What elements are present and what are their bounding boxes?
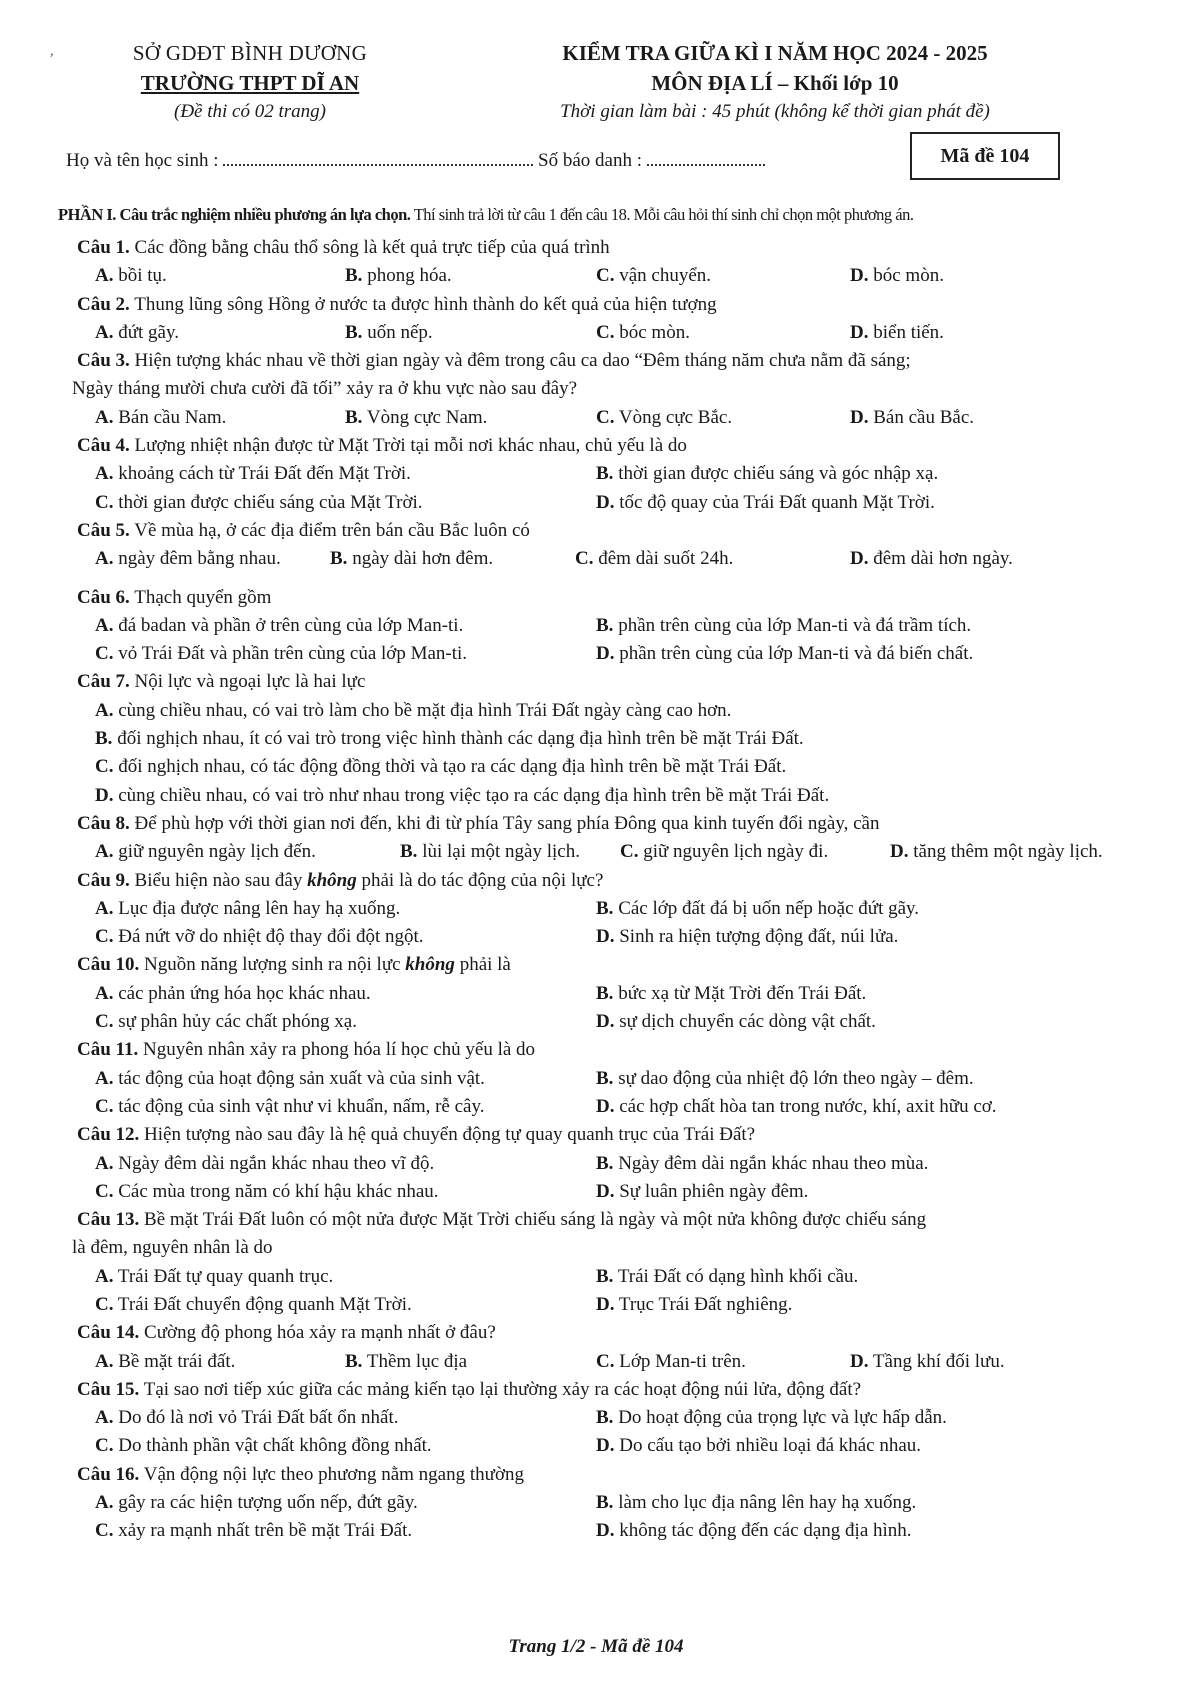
answer-option[interactable] (95, 1291, 412, 1319)
answer-option[interactable] (596, 1150, 928, 1178)
option-letter: B. (596, 463, 614, 485)
answer-option[interactable] (596, 612, 971, 640)
option-text: ngày đêm bằng nhau. (118, 548, 281, 570)
option-text: bức xạ từ Mặt Trời đến Trái Đất. (618, 982, 867, 1004)
option-letter: A. (95, 321, 114, 343)
options-row (0, 1263, 1192, 1291)
answer-option[interactable] (596, 980, 866, 1008)
question-stem-continued: Ngày tháng mười chưa cười đã tối” xảy ra ở khu vực nào sau đây? (72, 378, 578, 400)
option-letter: A. (95, 841, 114, 863)
option-letter: B. (345, 1350, 363, 1372)
option-text: Ngày đêm dài ngắn khác nhau theo vĩ độ. (118, 1152, 435, 1174)
option-letter: A. (95, 265, 114, 287)
option-text: đối nghịch nhau, ít có vai trò trong việc hình thành các dạng địa hình trên bề mặt Trái Đất. (117, 728, 804, 750)
question-stem (0, 432, 1192, 460)
option-text: Trục Trái Đất nghiêng. (618, 1293, 793, 1315)
option-letter: B. (345, 321, 363, 343)
answer-option[interactable] (95, 460, 411, 488)
subject-title: MÔN ĐỊA LÍ – Khối lớp 10 (651, 71, 899, 95)
answer-option[interactable] (95, 1150, 434, 1178)
answer-option[interactable] (95, 1065, 485, 1093)
question-stem (0, 951, 1192, 979)
question-number: Câu 8. (77, 812, 130, 834)
question-text: Nguyên nhân xảy ra phong hóa lí học chủ yếu là do (143, 1039, 536, 1061)
exam-header (0, 38, 1192, 128)
option-text: giữ nguyên lịch ngày đi. (643, 841, 829, 863)
option-letter: A. (95, 614, 114, 636)
answer-option[interactable] (345, 319, 433, 347)
answer-option[interactable] (596, 1008, 876, 1036)
answer-option[interactable] (400, 838, 580, 866)
option-text: khoảng cách từ Trái Đất đến Mặt Trời. (118, 463, 411, 485)
question-text: Biểu hiện nào sau đây (134, 869, 303, 891)
option-text: làm cho lục địa nâng lên hay hạ xuống. (618, 1492, 917, 1514)
part-one-heading (58, 205, 1138, 225)
answer-option[interactable] (95, 1432, 432, 1460)
option-text: các phản ứng hóa học khác nhau. (118, 982, 371, 1004)
options-row (0, 782, 1192, 810)
option-text: Do thành phần vật chất không đồng nhất. (118, 1435, 432, 1457)
option-letter: A. (95, 1265, 114, 1287)
option-text: Ngày đêm dài ngắn khác nhau theo mùa. (618, 1152, 929, 1174)
option-letter: B. (345, 265, 363, 287)
options-row (0, 895, 1192, 923)
answer-option[interactable] (596, 404, 732, 432)
question-text: Lượng nhiệt nhận được từ Mặt Trời tại mỗi nơi khác nhau, chủ yếu là do (134, 435, 687, 457)
answer-option[interactable] (596, 460, 938, 488)
options-row (0, 1093, 1192, 1121)
question-number: Câu 2. (77, 293, 130, 315)
student-id-blank[interactable] (647, 150, 765, 166)
question-number: Câu 14. (77, 1322, 140, 1344)
option-text: gây ra các hiện tượng uốn nếp, đứt gãy. (118, 1492, 418, 1514)
question-stem (0, 1036, 1192, 1064)
option-text: tác động của sinh vật như vi khuẩn, nấm, rễ cây. (118, 1095, 485, 1117)
option-letter: D. (850, 321, 869, 343)
options-row (0, 697, 1192, 725)
option-text: không tác động đến các dạng địa hình. (619, 1520, 912, 1542)
option-text: Do đó là nơi vỏ Trái Đất bất ổn nhất. (118, 1407, 399, 1429)
option-text: thời gian được chiếu sáng của Mặt Trời. (118, 491, 423, 513)
option-letter: C. (95, 1520, 114, 1542)
option-text: tăng thêm một ngày lịch. (913, 841, 1103, 863)
question-stem (0, 1319, 1192, 1347)
answer-option[interactable] (95, 1489, 418, 1517)
options-row (0, 838, 1192, 866)
question-list (0, 234, 1192, 1546)
option-letter: A. (95, 1067, 114, 1089)
question-number: Câu 1. (77, 237, 130, 258)
school-block (100, 38, 400, 126)
question-text: Thung lũng sông Hồng ở nước ta được hình thành do kết quả của hiện tượng (134, 293, 717, 315)
answer-option[interactable] (596, 1432, 921, 1460)
answer-option[interactable] (95, 404, 226, 432)
question-number: Câu 9. (77, 869, 130, 891)
option-letter: D. (596, 1293, 615, 1315)
option-text: Sự luân phiên ngày đêm. (619, 1180, 809, 1202)
answer-option[interactable] (95, 697, 731, 725)
question-text: Cường độ phong hóa xảy ra mạnh nhất ở đâu? (144, 1322, 496, 1344)
answer-option[interactable] (95, 725, 804, 753)
options-row (0, 319, 1192, 347)
question-stem (0, 234, 1192, 262)
option-letter: D. (850, 548, 869, 570)
option-letter: C. (95, 756, 114, 778)
question-stem (0, 1376, 1192, 1404)
answer-option[interactable] (95, 612, 463, 640)
option-text: phong hóa. (367, 265, 452, 287)
options-row (0, 404, 1192, 432)
option-letter: B. (330, 548, 348, 570)
options-row (0, 1404, 1192, 1432)
option-text: các hợp chất hòa tan trong nước, khí, axit hữu cơ. (619, 1095, 997, 1117)
option-text: vỏ Trái Đất và phần trên cùng của lớp Man-ti. (118, 643, 468, 665)
options-row (0, 1008, 1192, 1036)
question-text: Để phù hợp với thời gian nơi đến, khi đi từ phía Tây sang phía Đông qua kinh tuyến đổi ngày, cần (134, 812, 880, 834)
answer-option[interactable] (95, 753, 786, 781)
student-name-blank[interactable] (223, 150, 533, 166)
answer-option[interactable] (95, 640, 467, 668)
question-stem (0, 810, 1192, 838)
options-row (0, 545, 1192, 573)
option-letter: A. (95, 406, 114, 428)
answer-option[interactable] (95, 1348, 235, 1376)
option-text: phần trên cùng của lớp Man-ti và đá trầm tích. (618, 614, 972, 636)
options-row (0, 640, 1192, 668)
options-row (0, 1178, 1192, 1206)
student-id-label: Số báo danh : (538, 150, 642, 171)
part-one-instruction: Thí sinh trả lời từ câu 1 đến câu 18. Mỗi câu hỏi thí sinh chỉ chọn một phương án. (413, 205, 914, 224)
answer-option[interactable] (596, 895, 919, 923)
option-letter: B. (95, 728, 113, 750)
question-number: Câu 3. (77, 350, 130, 372)
answer-option[interactable] (95, 545, 281, 573)
option-letter: C. (95, 1011, 114, 1033)
options-row (0, 1150, 1192, 1178)
option-letter: D. (596, 1180, 615, 1202)
option-letter: C. (95, 491, 114, 513)
option-text: vận chuyển. (619, 265, 712, 287)
answer-option[interactable] (330, 545, 493, 573)
option-letter: C. (575, 548, 594, 570)
option-letter: B. (596, 1265, 614, 1287)
question-text: Bề mặt Trái Đất luôn có một nửa được Mặt Trời chiếu sáng là ngày và một nửa không được chiếu sáng (144, 1209, 927, 1231)
part-one-title: PHẦN I. Câu trắc nghiệm nhiều phương án lựa chọn. (58, 205, 411, 224)
option-text: sự phân hủy các chất phóng xạ. (118, 1011, 357, 1033)
student-name-label: Họ và tên học sinh : (66, 150, 219, 171)
option-text: Lớp Man-ti trên. (619, 1350, 746, 1372)
option-text: đêm dài suốt 24h. (598, 548, 734, 570)
option-letter: A. (95, 1350, 114, 1372)
option-text: Lục địa được nâng lên hay hạ xuống. (118, 897, 401, 919)
answer-option[interactable] (95, 319, 179, 347)
option-letter: C. (596, 1350, 615, 1372)
options-row (0, 1348, 1192, 1376)
option-text: Các mùa trong năm có khí hậu khác nhau. (118, 1180, 439, 1202)
option-text: bóc mòn. (873, 265, 944, 287)
spacer (0, 574, 1192, 584)
time-note: Thời gian làm bài : 45 phút (không kể thời gian phát đề) (560, 101, 990, 122)
option-letter: A. (95, 1407, 114, 1429)
option-text: đá badan và phần ở trên cùng của lớp Man-ti. (118, 614, 464, 636)
option-text: Do cấu tạo bởi nhiều loại đá khác nhau. (619, 1435, 922, 1457)
answer-option[interactable] (95, 782, 829, 810)
pages-note: (Đề thi có 02 trang) (174, 101, 326, 122)
option-text: đối nghịch nhau, có tác động đồng thời và tạo ra các dạng địa hình trên bề mặt Trái Đất. (118, 756, 787, 778)
exam-title: KIỂM TRA GIỮA KÌ I NĂM HỌC 2024 - 2025 (562, 41, 988, 65)
option-letter: D. (596, 1095, 615, 1117)
option-letter: D. (596, 926, 615, 948)
question-stem (0, 867, 1192, 895)
question-stem (0, 668, 1192, 696)
options-row (0, 1517, 1192, 1545)
answer-option[interactable] (850, 1348, 1005, 1376)
option-text: Do hoạt động của trọng lực và lực hấp dẫn. (618, 1407, 947, 1429)
option-text: giữ nguyên ngày lịch đến. (118, 841, 316, 863)
option-letter: D. (850, 406, 869, 428)
question-text: Thạch quyển gồm (134, 586, 272, 608)
question-stem (0, 291, 1192, 319)
answer-option[interactable] (596, 923, 898, 951)
option-letter: D. (596, 1435, 615, 1457)
department-name: SỞ GDĐT BÌNH DƯƠNG (132, 41, 368, 65)
question-number: Câu 15. (77, 1378, 140, 1400)
options-row (0, 1489, 1192, 1517)
answer-option[interactable] (596, 1093, 997, 1121)
answer-option[interactable] (850, 404, 974, 432)
option-text: tác động của hoạt động sản xuất và của sinh vật. (118, 1067, 485, 1089)
answer-option[interactable] (596, 262, 711, 290)
option-letter: D. (596, 1520, 615, 1542)
answer-option[interactable] (95, 838, 316, 866)
option-text: xảy ra mạnh nhất trên bề mặt Trái Đất. (118, 1520, 413, 1542)
option-letter: B. (596, 982, 614, 1004)
question-number: Câu 11. (77, 1039, 139, 1061)
question-text: Các đồng bằng châu thổ sông là kết quả trực tiếp của quá trình (134, 237, 610, 258)
option-letter: C. (95, 1180, 114, 1202)
answer-option[interactable] (850, 545, 1013, 573)
option-letter: D. (890, 841, 909, 863)
option-text: Bề mặt trái đất. (118, 1350, 236, 1372)
question-text: Về mùa hạ, ở các địa điểm trên bán cầu Bắc luôn có (134, 519, 530, 541)
option-letter: C. (620, 841, 639, 863)
student-info-line (66, 150, 765, 172)
option-letter: C. (95, 1293, 114, 1315)
options-row (0, 489, 1192, 517)
option-text: sự dịch chuyển các dòng vật chất. (619, 1011, 876, 1033)
answer-option[interactable] (95, 1178, 439, 1206)
answer-option[interactable] (95, 1008, 357, 1036)
option-letter: D. (850, 1350, 869, 1372)
option-text: Bán cầu Bắc. (873, 406, 974, 428)
option-text: biển tiến. (873, 321, 944, 343)
option-letter: C. (95, 643, 114, 665)
options-row (0, 612, 1192, 640)
question-text: Tại sao nơi tiếp xúc giữa các mảng kiến tạo lại thường xảy ra các hoạt động núi lửa, động đất? (143, 1378, 862, 1400)
options-row (0, 1291, 1192, 1319)
options-row (0, 753, 1192, 781)
option-letter: C. (596, 406, 615, 428)
question-text: Nguồn năng lượng sinh ra nội lực (144, 954, 401, 976)
question-stem (0, 584, 1192, 612)
option-text: sự dao động của nhiệt độ lớn theo ngày – đêm. (618, 1067, 974, 1089)
option-letter: D. (596, 491, 615, 513)
question-emphasis: không (405, 954, 455, 976)
option-text: bóc mòn. (619, 321, 690, 343)
answer-option[interactable] (95, 1093, 485, 1121)
answer-option[interactable] (620, 838, 828, 866)
answer-option[interactable] (575, 545, 733, 573)
option-letter: D. (596, 643, 615, 665)
answer-option[interactable] (95, 923, 424, 951)
option-letter: D. (596, 1011, 615, 1033)
option-letter: C. (95, 1095, 114, 1117)
option-text: lùi lại một ngày lịch. (422, 841, 580, 863)
answer-option[interactable] (596, 640, 973, 668)
answer-option[interactable] (345, 1348, 467, 1376)
option-letter: A. (95, 897, 114, 919)
answer-option[interactable] (596, 319, 690, 347)
question-number: Câu 10. (77, 954, 140, 976)
option-text: Trái Đất tự quay quanh trục. (117, 1265, 334, 1287)
option-text: thời gian được chiếu sáng và góc nhập xạ. (618, 463, 939, 485)
options-row (0, 262, 1192, 290)
answer-option[interactable] (95, 1404, 398, 1432)
question-number: Câu 16. (77, 1463, 140, 1485)
answer-option[interactable] (596, 1291, 792, 1319)
answer-option[interactable] (850, 319, 944, 347)
option-text: bồi tụ. (118, 265, 167, 287)
question-number: Câu 5. (77, 519, 130, 541)
answer-option[interactable] (596, 1517, 912, 1545)
option-letter: A. (95, 982, 114, 1004)
option-letter: C. (596, 321, 615, 343)
answer-option[interactable] (850, 262, 944, 290)
answer-option[interactable] (345, 262, 452, 290)
question-text-after: phải là do tác động của nội lực? (361, 869, 604, 891)
question-number: Câu 4. (77, 435, 130, 457)
option-letter: C. (95, 1435, 114, 1457)
answer-option[interactable] (95, 980, 371, 1008)
option-text: cùng chiều nhau, có vai trò làm cho bề mặt địa hình Trái Đất ngày càng cao hơn. (118, 699, 732, 721)
options-row (0, 980, 1192, 1008)
option-letter: B. (400, 841, 418, 863)
options-row (0, 1432, 1192, 1460)
option-text: Sinh ra hiện tượng động đất, núi lửa. (619, 926, 899, 948)
option-text: đứt gãy. (118, 321, 180, 343)
option-text: uốn nếp. (367, 321, 433, 343)
option-text: ngày dài hơn đêm. (352, 548, 494, 570)
option-text: Vòng cực Bắc. (618, 406, 733, 428)
option-text: cùng chiều nhau, có vai trò như nhau trong việc tạo ra các dạng địa hình trên bề mặt Trái Đất. (118, 784, 830, 806)
question-text: Hiện tượng khác nhau về thời gian ngày và đêm trong câu ca dao “Đêm tháng năm chưa nằm đã sáng; (134, 350, 911, 372)
answer-option[interactable] (95, 895, 400, 923)
question-number: Câu 13. (77, 1209, 140, 1231)
answer-option[interactable] (596, 1404, 947, 1432)
answer-option[interactable] (95, 1517, 412, 1545)
option-letter: D. (850, 265, 869, 287)
page-footer: Trang 1/2 - Mã đề 104 (508, 1636, 684, 1657)
exam-code-box: Mã đề 104 (910, 132, 1060, 180)
options-row (0, 1065, 1192, 1093)
option-letter: A. (95, 1152, 114, 1174)
question-number: Câu 6. (77, 586, 130, 608)
answer-option[interactable] (95, 1263, 333, 1291)
answer-option[interactable] (596, 1065, 974, 1093)
option-text: Trái Đất có dạng hình khối cầu. (617, 1265, 859, 1287)
option-letter: A. (95, 1492, 114, 1514)
question-text: Nội lực và ngoại lực là hai lực (134, 671, 366, 693)
option-text: Thềm lục địa (366, 1350, 468, 1372)
question-number: Câu 7. (77, 671, 130, 693)
option-letter: D. (95, 784, 114, 806)
question-text-after: phải là (459, 954, 511, 976)
question-stem (0, 1461, 1192, 1489)
school-name: TRƯỜNG THPT DĨ AN (140, 71, 360, 95)
option-text: tốc độ quay của Trái Đất quanh Mặt Trời. (619, 491, 935, 513)
option-letter: B. (596, 897, 614, 919)
question-emphasis: không (307, 869, 357, 891)
question-stem (0, 347, 1192, 375)
options-row (0, 725, 1192, 753)
option-letter: A. (95, 699, 114, 721)
option-text: phần trên cùng của lớp Man-ti và đá biến chất. (619, 643, 974, 665)
answer-option[interactable] (890, 838, 1103, 866)
option-letter: C. (95, 926, 114, 948)
answer-option[interactable] (95, 489, 423, 517)
answer-option[interactable] (596, 1348, 746, 1376)
option-letter: A. (95, 463, 114, 485)
exam-info-block (495, 38, 1055, 126)
option-text: Vòng cực Nam. (366, 406, 488, 428)
answer-option[interactable] (596, 489, 935, 517)
option-letter: A. (95, 548, 114, 570)
option-text: Trái Đất chuyển động quanh Mặt Trời. (117, 1293, 412, 1315)
option-text: Các lớp đất đá bị uốn nếp hoặc đứt gãy. (618, 897, 920, 919)
option-letter: C. (596, 265, 615, 287)
option-letter: B. (596, 1067, 614, 1089)
answer-option[interactable] (596, 1178, 808, 1206)
answer-option[interactable] (596, 1489, 916, 1517)
options-row (0, 460, 1192, 488)
option-text: Đá nứt vỡ do nhiệt độ thay đổi đột ngột. (118, 926, 424, 948)
answer-option[interactable] (95, 262, 167, 290)
answer-option[interactable] (596, 1263, 858, 1291)
option-text: Bán cầu Nam. (118, 406, 227, 428)
answer-option[interactable] (345, 404, 487, 432)
question-text: Vận động nội lực theo phương nằm ngang thường (143, 1463, 524, 1485)
option-letter: B. (596, 614, 614, 636)
option-letter: B. (596, 1152, 614, 1174)
question-text: Hiện tượng nào sau đây là hệ quả chuyển động tự quay quanh trục của Trái Đất? (144, 1124, 756, 1146)
option-text: Tầng khí đối lưu. (872, 1350, 1005, 1372)
option-letter: B. (596, 1492, 614, 1514)
question-number: Câu 12. (77, 1124, 140, 1146)
option-letter: B. (345, 406, 363, 428)
option-text: đêm dài hơn ngày. (873, 548, 1013, 570)
question-stem (0, 1121, 1192, 1149)
question-stem (0, 1206, 1192, 1234)
scan-mark: , (50, 44, 54, 59)
options-row (0, 923, 1192, 951)
question-stem-continued: là đêm, nguyên nhân là do (72, 1237, 273, 1259)
question-stem (0, 517, 1192, 545)
option-letter: B. (596, 1407, 614, 1429)
